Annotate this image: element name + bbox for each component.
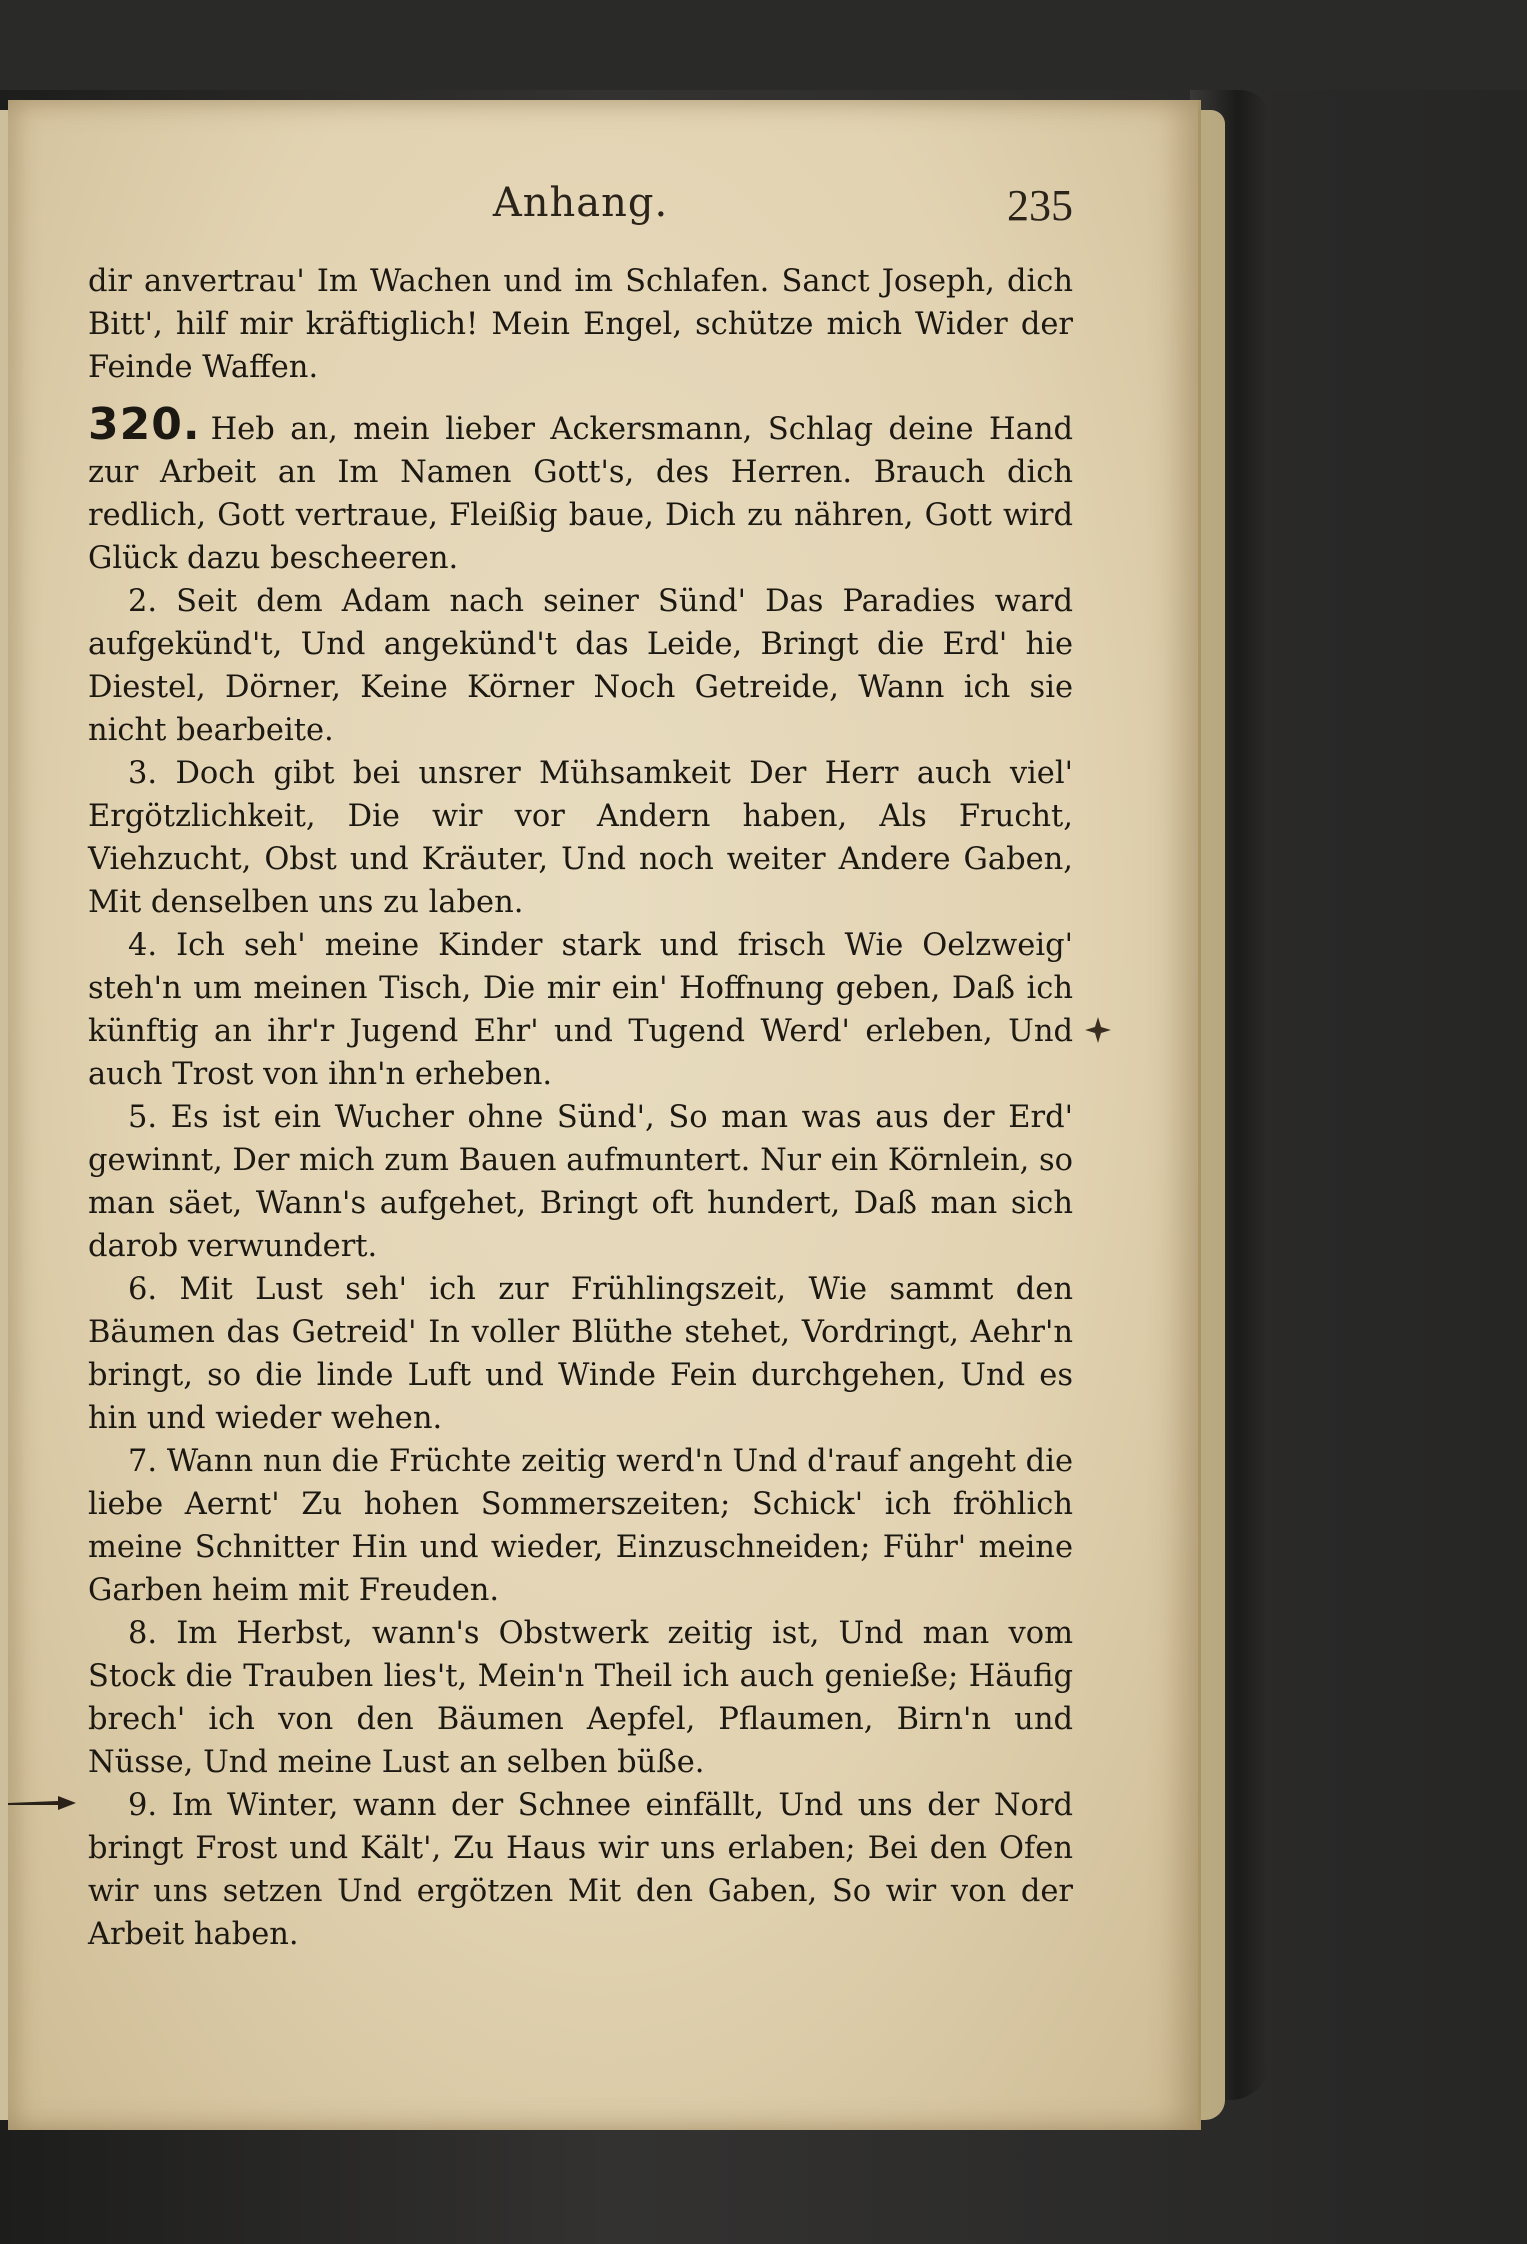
pointer-hand-icon: [8, 1790, 78, 1816]
book-page: [8, 100, 1201, 2130]
pin-mark-icon: [1083, 1015, 1113, 1045]
stanza: 8. Im Herbst, wann's Obstwerk zeitig ist, Und man vom Stock die Trauben lies't, Mein'n Theil ich auch genieße; Häufig brech' ich von den Bäumen Aepfel, Pflaumen, Birn'n und Nüsse, Und meine Lust an selben büße.: [88, 1616, 1073, 1780]
stanza: 9. Im Winter, wann der Schnee einfällt, Und uns der Nord bringt Frost und Kält', Zu Haus wir uns erlaben; Bei den Ofen wir uns setzen Und ergötzen Mit den Gaben, So wir von der Arbeit haben.: [88, 1788, 1073, 1952]
hymn-number: 320.: [88, 399, 201, 450]
stanza-text: Heb an, mein lieber Ackersmann, Schlag deine Hand zur Arbeit an Im Namen Gott's, des Herren. Brauch dich redlich, Gott vertraue, Fleißig baue, Dich zu nähren, Gott wird Glück dazu bescheeren.: [88, 412, 1073, 576]
page-content: [88, 180, 1073, 1956]
running-head: Anhang.: [492, 180, 669, 226]
page-number: 235: [1007, 181, 1073, 230]
page-header: [88, 180, 1073, 260]
stanza: 5. Es ist ein Wucher ohne Sünd', So man was aus der Erd' gewinnt, Der mich zum Bauen aufmuntert. Nur ein Körnlein, so man säet, Wann's aufgehet, Bringt oft hundert, Daß man sich darob verwundert.: [88, 1100, 1073, 1264]
continuation-paragraph: dir anvertrau' Im Wachen und im Schlafen. Sanct Joseph, dich Bitt', hilf mir kräftiglich! Mein Engel, schütze mich Wider der Feinde Waffen.: [88, 264, 1073, 385]
stanza: 3. Doch gibt bei unsrer Mühsamkeit Der Herr auch viel' Ergötzlichkeit, Die wir vor Andern haben, Als Frucht, Viehzucht, Obst und Kräuter, Und noch weiter Andere Gaben, Mit denselben uns zu laben.: [88, 756, 1073, 920]
stanza: 6. Mit Lust seh' ich zur Frühlingszeit, Wie sammt den Bäumen das Getreid' In voller Blüthe stehet, Vordringt, Aehr'n bringt, so die linde Luft und Winde Fein durchgehen, Und es hin und wieder wehen.: [88, 1272, 1073, 1436]
hymn-first-stanza: [88, 399, 1073, 580]
stanza: 7. Wann nun die Früchte zeitig werd'n Und d'rauf angeht die liebe Aernt' Zu hohen Sommerszeiten; Schick' ich fröhlich meine Schnitter Hin und wieder, Einzuschneiden; Führ' meine Garben heim mit Freuden.: [88, 1444, 1073, 1608]
body-text: [88, 260, 1073, 1956]
stanza: 2. Seit dem Adam nach seiner Sünd' Das Paradies ward aufgekünd't, Und angekünd't das Leide, Bringt die Erd' hie Diestel, Dörner, Keine Körner Noch Getreide, Wann ich sie nicht bearbeite.: [88, 584, 1073, 748]
stanza: 4. Ich seh' meine Kinder stark und frisch Wie Oelzweig' steh'n um meinen Tisch, Die mir ein' Hoffnung geben, Daß ich künftig an ihr'r Jugend Ehr' und Tugend Werd' erleben, Und auch Trost von ihn'n erheben.: [88, 928, 1073, 1092]
